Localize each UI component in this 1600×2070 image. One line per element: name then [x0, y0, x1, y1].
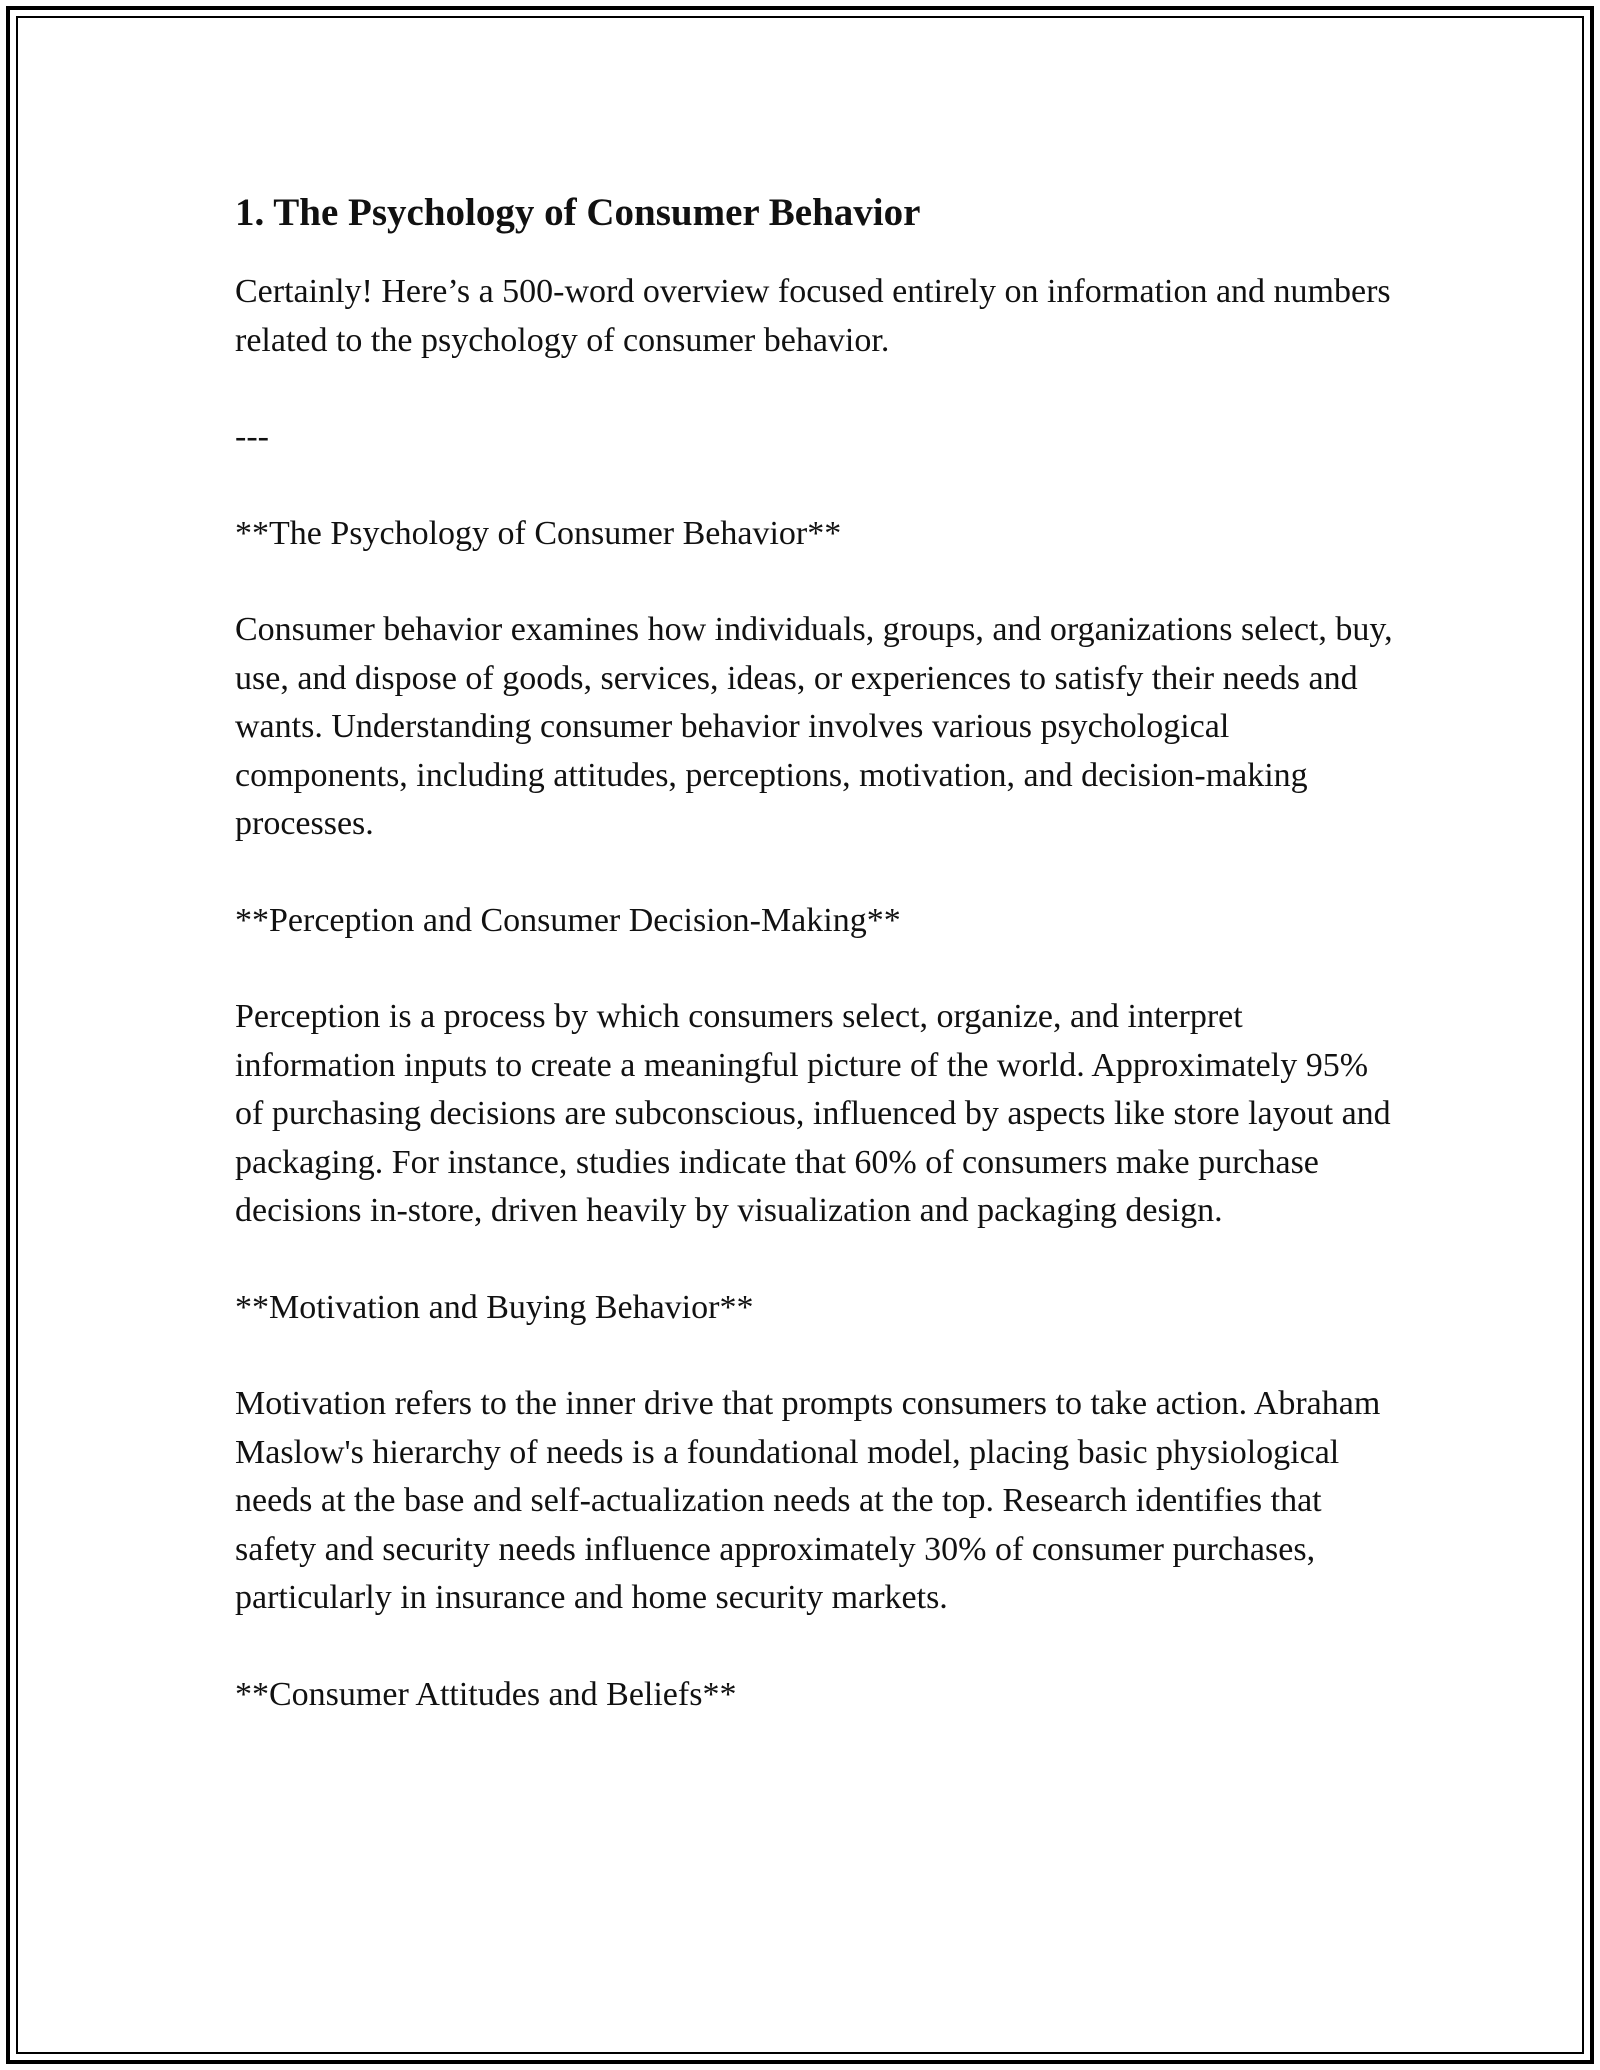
section-heading-attitudes: **Consumer Attitudes and Beliefs** — [235, 1675, 737, 1713]
section-heading-motivation: **Motivation and Buying Behavior** — [235, 1288, 754, 1326]
paragraph-consumer-behavior: Consumer behavior examines how individuals, groups, and organizations select, buy, use, and dispose of goods, services, ideas, or experiences to satisfy their needs and wants. Understanding consumer behavior involves various psychological components, including attitudes, perceptions, motivation, and decision-making processes. — [235, 611, 1393, 842]
intro-paragraph: Certainly! Here’s a 500-word overview focused entirely on information and numbers related to the psychology of consumer behavior. — [235, 273, 1391, 359]
section-heading-perception: **Perception and Consumer Decision-Making** — [235, 901, 901, 939]
document-body — [235, 188, 1395, 1719]
page-title: 1. The Psychology of Consumer Behavior — [235, 191, 921, 234]
paragraph-perception: Perception is a process by which consumers select, organize, and interpret information inputs to create a meaningful picture of the world. Approximately 95% of purchasing decisions are subconscious, influenced by aspects like store layout and packaging. For instance, studies indicate that 60% of consumers make purchase decisions in-store, driven heavily by visualization and packaging design. — [235, 998, 1391, 1229]
section-heading-psychology: **The Psychology of Consumer Behavior** — [235, 514, 842, 552]
paragraph-motivation: Motivation refers to the inner drive that prompts consumers to take action. Abraham Maslow's hierarchy of needs is a foundational model, placing basic physiological needs at the base and self-actualization needs at the top. Research identifies that safety and security needs influence approximately 30% of consumer purchases, particularly in insurance and home security markets. — [235, 1385, 1381, 1616]
separator-line: --- — [235, 418, 269, 455]
